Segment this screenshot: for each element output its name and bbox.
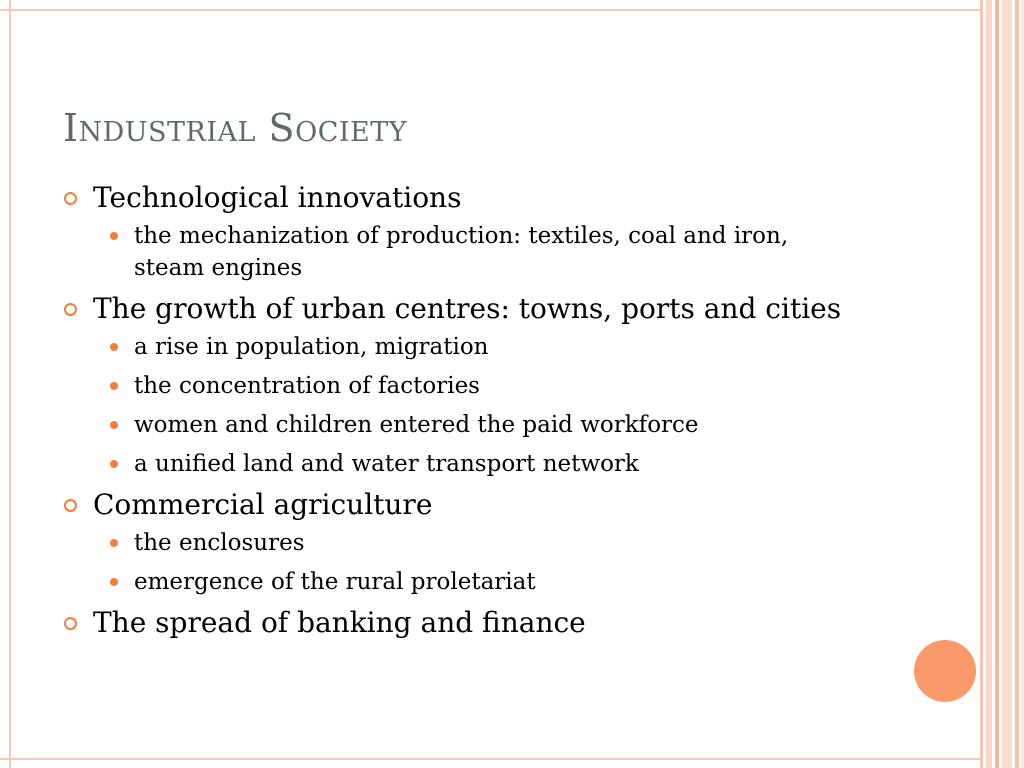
bullet-item xyxy=(62,291,862,327)
sub-bullet-text: the mechanization of production: textiles, coal and iron, steam engines xyxy=(134,223,789,281)
sub-bullet-item xyxy=(62,409,862,441)
frame-left-line xyxy=(9,0,11,768)
dot-bullet-icon xyxy=(110,343,118,351)
sub-bullet-item xyxy=(62,370,862,402)
sub-bullet-item xyxy=(62,566,862,598)
bullet-text: Commercial agriculture xyxy=(93,488,433,521)
decorative-stripe xyxy=(1002,0,1012,768)
sub-bullet-item xyxy=(62,331,862,363)
sub-bullet-list xyxy=(62,220,862,284)
frame-bottom-line xyxy=(0,758,980,760)
bullet-text: Technological innovations xyxy=(93,181,462,214)
decorative-stripe xyxy=(986,0,992,768)
circle-bullet-icon xyxy=(64,499,77,512)
bullet-text: The growth of urban centres: towns, ports and cities xyxy=(93,292,842,325)
sub-bullet-item xyxy=(62,220,862,284)
bullet-item xyxy=(62,487,862,523)
slide-title: Industrial Society xyxy=(63,106,408,150)
circle-bullet-icon xyxy=(64,303,77,316)
sub-bullet-list xyxy=(62,331,862,480)
decorative-stripe xyxy=(1015,0,1019,768)
sub-bullet-item xyxy=(62,448,862,480)
decorative-stripe xyxy=(995,0,999,768)
bullet-item xyxy=(62,605,862,641)
frame-top-line xyxy=(0,9,980,11)
circle-bullet-icon xyxy=(64,617,77,630)
dot-bullet-icon xyxy=(110,578,118,586)
sub-bullet-text: the concentration of factories xyxy=(134,373,480,399)
dot-bullet-icon xyxy=(110,539,118,547)
sub-bullet-item xyxy=(62,527,862,559)
bullet-item xyxy=(62,180,862,216)
sub-bullet-text: a rise in population, migration xyxy=(134,334,489,360)
slide-content xyxy=(62,180,862,645)
sub-bullet-text: women and children entered the paid workforce xyxy=(134,412,699,438)
sub-bullet-text: emergence of the rural proletariat xyxy=(134,569,536,595)
bullet-text: The spread of banking and finance xyxy=(93,606,586,639)
sub-bullet-text: the enclosures xyxy=(134,530,305,556)
decorative-stripe xyxy=(980,0,983,768)
circle-bullet-icon xyxy=(64,192,77,205)
sub-bullet-list xyxy=(62,527,862,598)
dot-bullet-icon xyxy=(110,460,118,468)
dot-bullet-icon xyxy=(110,382,118,390)
sub-bullet-text: a unified land and water transport network xyxy=(134,451,639,477)
dot-bullet-icon xyxy=(110,421,118,429)
decorative-circle xyxy=(914,640,976,702)
dot-bullet-icon xyxy=(110,232,118,240)
